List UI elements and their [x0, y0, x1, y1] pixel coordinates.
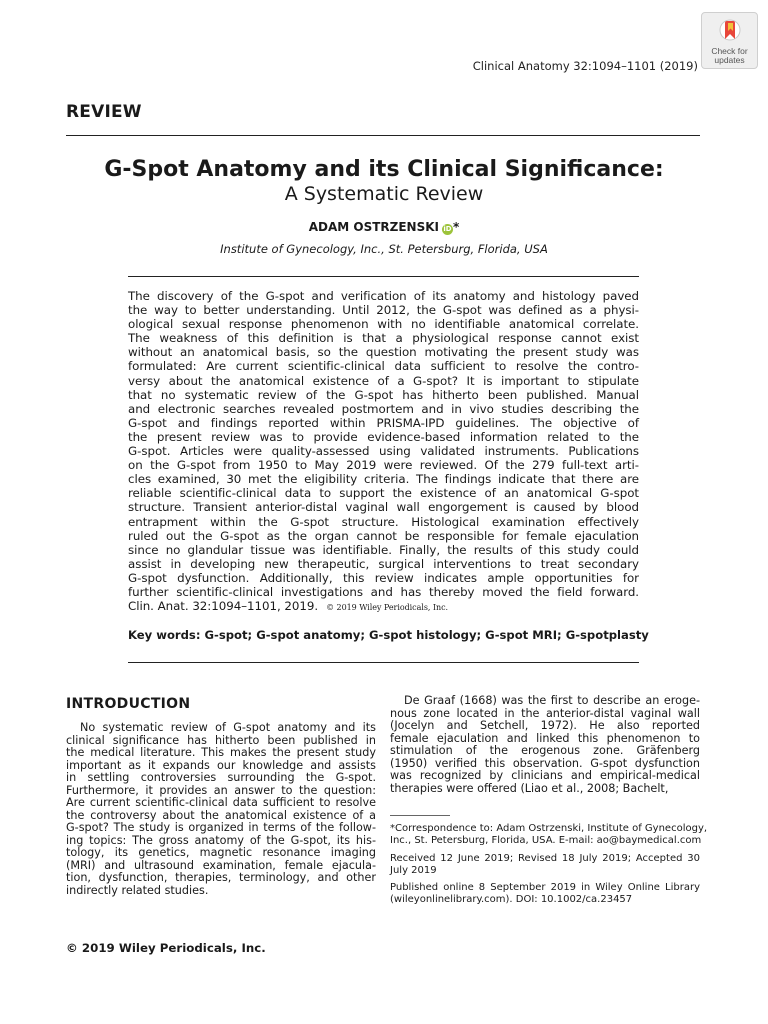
right-column-paragraph [390, 695, 700, 795]
intro-line: tion, dysfunction, therapies, terminology, and other [66, 871, 376, 884]
abstract-line: the way to better understanding. Until 2012, the G-spot was defined as a physi- [128, 303, 639, 318]
footer-copyright: © 2019 Wiley Periodicals, Inc. [66, 941, 266, 955]
intro-line: Are current scientific-clinical data sufficient to resolve [66, 796, 376, 809]
published-line: (wileyonlinelibrary.com). DOI: 10.1002/ca.23457 [390, 894, 633, 906]
author-mark: * [453, 220, 460, 234]
right-column-line: female ejaculation and linked this phenomenon to [390, 731, 700, 745]
intro-line: G-spot? The study is organized in terms of the follow- [66, 821, 376, 834]
author-name: ADAM OSTRZENSKI [308, 220, 439, 234]
header-divider [66, 135, 700, 136]
abstract-line: the present review was to provide evidence-based information related to the [128, 429, 639, 444]
right-column-line: therapies were offered (Liao et al., 2008; Bachelt, [390, 781, 669, 795]
abstract-line: G-spot and findings reported within PRISMA-IPD guidelines. The objective of [128, 415, 639, 430]
abstract-line: cles examined, 30 met the eligibility criteria. The findings indicate that there are [128, 472, 639, 487]
journal-citation: Clinical Anatomy 32:1094–1101 (2019) [472, 59, 698, 73]
received-dates [390, 853, 700, 878]
publication-info [390, 882, 700, 907]
abstract-line: that no systematic review of the G-spot has hitherto been published. Manual [128, 387, 639, 402]
article-subtitle: A Systematic Review [284, 183, 484, 205]
keywords: Key words: G-spot; G-spot anatomy; G-spot histology; G-spot MRI; G-spotplasty [128, 628, 649, 642]
received-line: July 2019 [390, 865, 437, 877]
abstract-line: without an anatomical basis, so the question motivating the present study was [128, 345, 639, 360]
abstract-line: and electronic searches revealed postmortem and in vivo studies describing the [128, 401, 639, 416]
intro-line: indirectly related studies. [66, 883, 209, 897]
intro-line: the medical literature. This makes the present study [66, 746, 376, 759]
right-column-line: was recognized by clinicians and empirical-medical [390, 769, 700, 782]
abstract-line: G-spot dysfunction. Additionally, this review indicates ample opportunities for [128, 570, 639, 585]
right-column-line: nous zone located in the anterior-distal vaginal wall [390, 706, 700, 720]
bookmark-icon [719, 19, 741, 45]
abstract-copyright: © 2019 Wiley Periodicals, Inc. [326, 603, 449, 613]
right-column-line: stimulation of the erogenous zone. Gräfenberg [390, 744, 700, 757]
abstract-line: reliable scientific-clinical data to support the existence of an anatomical G-spot [128, 486, 639, 501]
badge-line-1: Check for [711, 46, 748, 56]
right-column-line: De Graaf (1668) was the first to describe an eroge- [404, 694, 700, 707]
abstract-line: assist in developing new therapeutic, surgical interventions to treat secondary [128, 556, 639, 571]
intro-line: important as it expands our knowledge and assists [66, 758, 376, 772]
abstract-top-divider [128, 276, 639, 277]
badge-line-2: updates [714, 55, 745, 65]
intro-line: ing topics: The gross anatomy of the G-spot, its his- [66, 833, 376, 847]
introduction-heading: INTRODUCTION [66, 696, 191, 712]
abstract-line: further scientific-clinical investigations and has thereby moved the field forward. [128, 584, 639, 599]
abstract-line: entrapment within the G-spot structure. Histological examination effectively [128, 514, 639, 529]
received-line: Received 12 June 2019; Revised 18 July 2019; Accepted 30 [390, 853, 700, 864]
abstract-line: on the G-spot from 1950 to May 2019 were reviewed. Of the 279 full-text arti- [128, 458, 639, 473]
abstract-bottom-divider [128, 662, 639, 663]
abstract-line: Clin. Anat. 32:1094–1101, 2019. © 2019 Wiley Periodicals, Inc. [128, 599, 449, 614]
intro-line: tology, its genetics, magnetic resonance imaging [66, 846, 376, 859]
correspondence-line: Inc., St. Petersburg, Florida, USA. E-mail: ao@baymedical.com [390, 835, 702, 847]
intro-line: the controversy about the anatomical existence of a [66, 808, 376, 822]
abstract-line: ruled out the G-spot as the organ cannot be responsible for female ejaculation [128, 528, 639, 543]
author-affiliation: Institute of Gynecology, Inc., St. Petersburg, Florida, USA [220, 242, 548, 256]
right-column-line: (Jocelyn and Setchell, 1972). He also reported [390, 719, 700, 732]
footnote-divider [390, 815, 450, 816]
abstract-line: versy about the anatomical existence of a G-spot? It is important to stipulate [128, 373, 639, 388]
orcid-icon[interactable]: iD [443, 225, 452, 233]
abstract-line: since no glandular tissue was identifiable. Finally, the results of this study could [128, 542, 639, 557]
intro-line: Furthermore, it provides an answer to the question: [66, 783, 376, 797]
abstract-line: The discovery of the G-spot and verification of its anatomy and histology paved [128, 289, 639, 303]
section-label: REVIEW [66, 102, 142, 122]
article-title: G-Spot Anatomy and its Clinical Significance: [104, 157, 664, 182]
abstract-line: G-spot. Articles were quality-assessed using validated instruments. Publications [128, 444, 639, 459]
intro-line: (MRI) and ultrasound examination, female ejacula- [66, 858, 376, 872]
correspondence-note [390, 823, 708, 848]
abstract-line: ological sexual response phenomenon with no identifiable anatomical correlate. [128, 317, 639, 332]
abstract-line: formulated: Are current scientific-clinical data sufficient to resolve the contro- [128, 359, 639, 374]
intro-line: No systematic review of G-spot anatomy and its [80, 721, 376, 734]
introduction-paragraph [66, 722, 376, 897]
abstract [128, 289, 639, 613]
abstract-line: structure. Transient anterior-distal vaginal wall engorgement is caused by blood [128, 500, 639, 515]
right-column-line: (1950) verified this observation. G-spot dysfunction [390, 756, 700, 770]
check-for-updates-badge[interactable] [701, 12, 758, 69]
published-line: Published online 8 September 2019 in Wiley Online Library [390, 882, 700, 893]
author-line [0, 219, 768, 235]
intro-line: clinical significance has hitherto been published in [66, 733, 376, 747]
intro-line: in settling controversies surrounding the G-spot. [66, 771, 376, 784]
correspondence-line: *Correspondence to: Adam Ostrzenski, Institute of Gynecology, [390, 823, 708, 834]
abstract-line: The weakness of this definition is that a physiological response cannot exist [128, 331, 639, 346]
